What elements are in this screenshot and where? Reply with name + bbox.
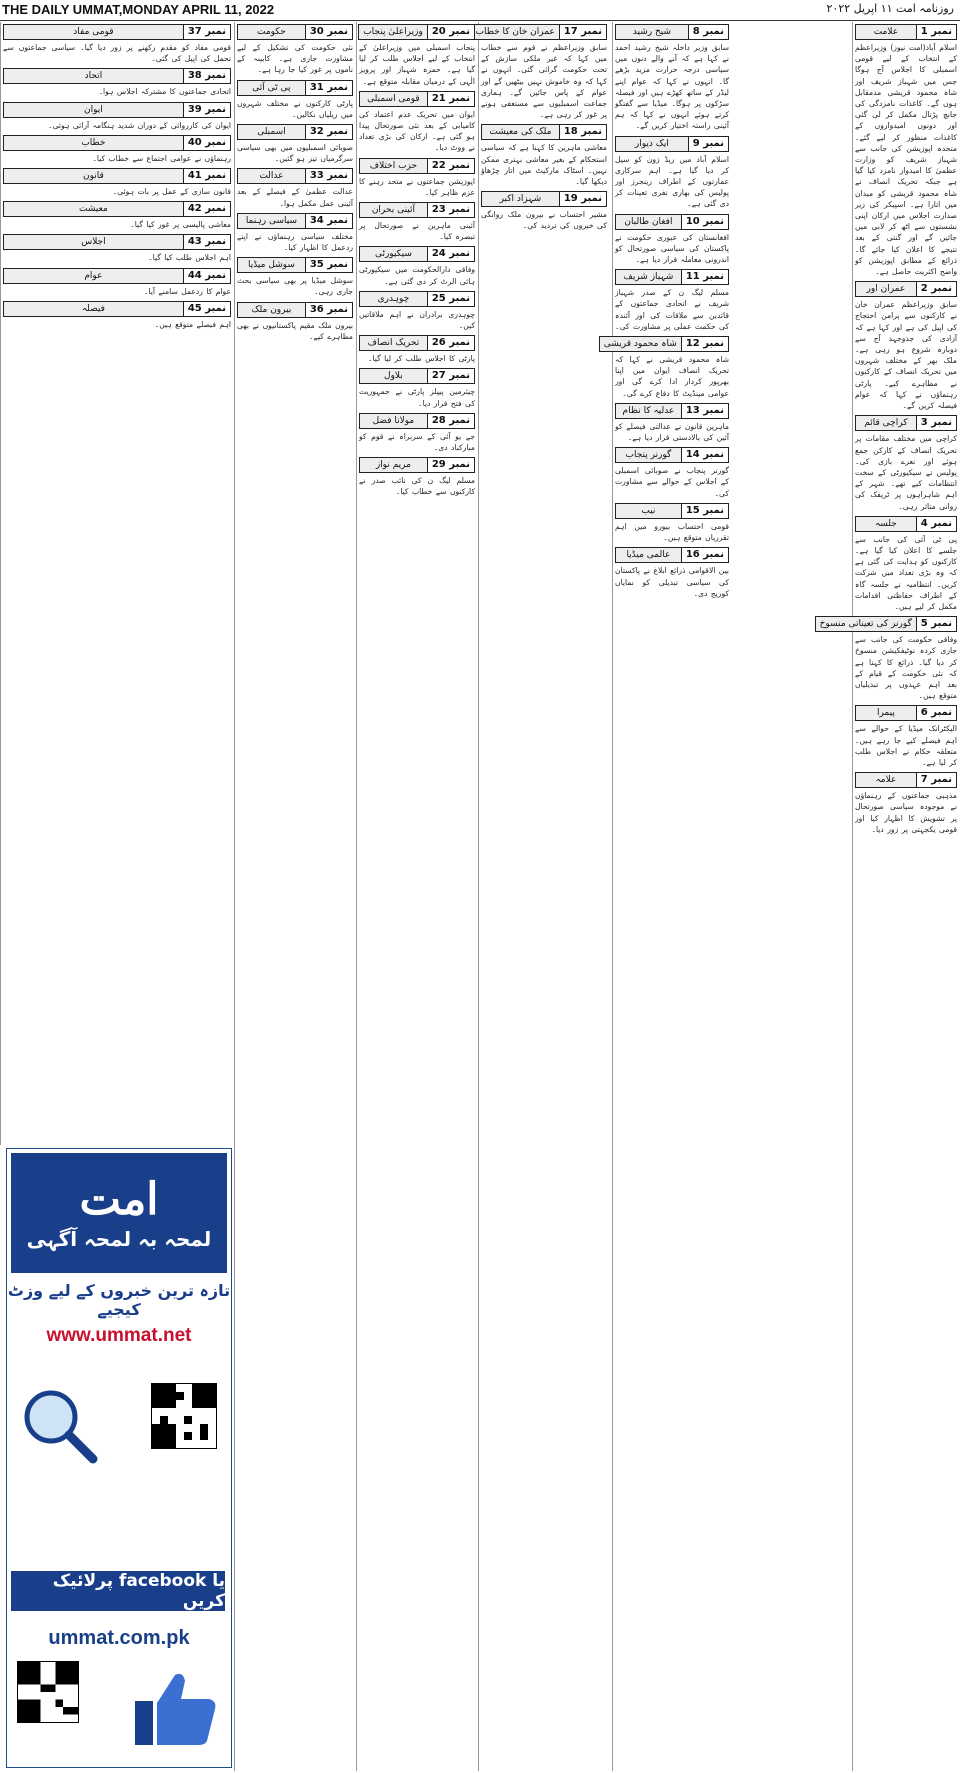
section-title: مریم نواز xyxy=(359,457,427,473)
section-body: بین الاقوامی ذرائع ابلاغ نے پاکستان کی سیاسی تبدیلی کو نمایاں کوریج دی۔ xyxy=(615,566,729,598)
section-body: الیکٹرانک میڈیا کے حوالے سے اہم فیصلے کیے جا رہے ہیں۔ متعلقہ حکام نے اجلاس طلب کر لیا ہے۔ xyxy=(855,724,957,767)
news-section xyxy=(3,168,231,197)
section-number: نمبر 36 xyxy=(305,302,353,318)
section-number: نمبر 21 xyxy=(427,91,475,107)
section-title: عمران اور xyxy=(855,281,916,297)
ad-logo: امت xyxy=(79,1174,159,1225)
ad-logo-box xyxy=(11,1153,227,1273)
section-header xyxy=(615,24,729,40)
section-number: نمبر 12 xyxy=(681,336,729,352)
section-title: شیخ رشید xyxy=(615,24,688,40)
section-body: پنجاب اسمبلی میں وزیراعلیٰ کے انتخاب کے لیے اجلاس طلب کر لیا گیا ہے۔ حمزہ شہباز اور پرویز الٰہی کے درمیان مقابلہ متوقع ہے۔ xyxy=(359,43,475,86)
section-title: قومی مفاد xyxy=(3,24,183,40)
news-section xyxy=(855,772,957,835)
section-number: نمبر 13 xyxy=(681,403,729,419)
section-header xyxy=(3,201,231,217)
section-title: تحریک انصاف xyxy=(359,335,427,351)
section-body: صوبائی اسمبلیوں میں بھی سیاسی سرگرمیاں تیز ہو گئیں۔ xyxy=(237,143,353,164)
news-section xyxy=(603,336,729,399)
section-body: سابق وزیراعظم نے قوم سے خطاب میں کہا کہ غیر ملکی سازش کے تحت حکومت گرائی گئی۔ انہوں نے کہا کہ وہ خاموش نہیں بیٹھیں گے اور عوام کے پاس جائیں گے۔ ہماری جماعت اسمبلیوں سے مستعفی ہونے پر غور کر رہی ہے۔ xyxy=(481,43,607,120)
section-header xyxy=(615,547,729,563)
section-header xyxy=(359,291,475,307)
section-body: ایوان میں تحریک عدم اعتماد کی کامیابی کے بعد نئی صورتحال پیدا ہو گئی ہے۔ ارکان کی بڑی تعداد نے ووٹ دیا۔ xyxy=(359,109,475,153)
section-header xyxy=(359,202,475,218)
news-section xyxy=(3,135,231,164)
section-body: قومی مفاد کو مقدم رکھنے پر زور دیا گیا۔ سیاسی جماعتوں سے تحمل کی اپیل کی گئی۔ xyxy=(3,43,231,64)
news-section xyxy=(359,368,475,408)
section-header xyxy=(237,213,353,229)
section-number: نمبر 31 xyxy=(305,80,353,96)
section-number: نمبر 5 xyxy=(916,616,957,632)
section-number: نمبر 17 xyxy=(559,24,607,40)
section-number: نمبر 24 xyxy=(427,246,475,262)
section-title: عدالت xyxy=(237,168,305,184)
section-number: نمبر 1 xyxy=(916,24,957,40)
news-section xyxy=(237,80,353,120)
news-section xyxy=(3,102,231,131)
section-body: نئی حکومت کی تشکیل کے لیے مشاورت جاری ہے۔ کابینہ کے ناموں پر غور کیا جا رہا ہے۔ xyxy=(237,43,353,75)
section-header xyxy=(615,214,729,230)
section-body: قانون سازی کے عمل پر بات ہوئی۔ xyxy=(112,187,231,197)
news-section xyxy=(359,291,475,331)
section-body: پارٹی کارکنوں نے مختلف شہروں میں ریلیاں نکالیں۔ xyxy=(237,98,353,119)
section-title: گورنر کی تعیناتی منسوخ xyxy=(815,616,916,632)
section-title: حزب اختلاف xyxy=(359,158,427,174)
section-body: سابق وزیراعظم عمران خان نے کارکنوں سے پرامن احتجاج کی اپیل کی ہے اور کہا ہے کہ آزادی کی جدوجہد آج سے دوبارہ شروع ہو رہی ہے۔ ملک بھر کے مختلف شہروں میں تحریک انصاف کے کارکنوں نے مظاہرے کیے۔ پارٹی رہنماؤں نے کہا کہ عوام فیصلہ کریں گے۔ xyxy=(855,300,957,411)
facebook-like-banner[interactable]: یا facebook پرلائیک کریں xyxy=(11,1571,225,1611)
section-title: سوشل میڈیا xyxy=(237,257,305,273)
news-section xyxy=(819,616,957,701)
section-body: معاشی ماہرین کا کہنا ہے کہ سیاسی استحکام کے بغیر معاشی بہتری ممکن نہیں۔ اسٹاک مارکیٹ میں اتار چڑھاؤ دیکھا گیا۔ xyxy=(481,143,607,187)
news-section xyxy=(3,68,231,97)
section-number: نمبر 19 xyxy=(559,191,607,207)
section-header xyxy=(855,705,957,721)
news-section xyxy=(359,202,475,242)
section-title: شہباز شریف xyxy=(615,269,681,285)
section-number: نمبر 38 xyxy=(183,68,231,84)
section-number: نمبر 42 xyxy=(183,201,231,217)
section-body: اسلام آباد میں ریڈ زون کو سیل کر دیا گیا ہے۔ اہم سرکاری عمارتوں کے اطراف رینجرز اور پولیس کی بھاری نفری تعینات کر دی گئی ہے۔ xyxy=(615,154,729,209)
section-number: نمبر 15 xyxy=(681,503,729,519)
section-header xyxy=(615,403,729,419)
section-body: قومی احتساب بیورو میں اہم تقرریاں متوقع ہیں۔ xyxy=(615,521,729,543)
news-section xyxy=(615,503,729,543)
news-section xyxy=(3,234,231,263)
section-title: مولانا فضل xyxy=(359,413,427,429)
news-section xyxy=(855,516,957,612)
section-body: جے یو آئی کے سربراہ نے قوم کو مبارکباد دی۔ xyxy=(359,431,475,453)
section-header xyxy=(237,168,353,184)
news-column xyxy=(356,22,477,1771)
section-title: علامت xyxy=(855,24,916,40)
section-body: پی ٹی آئی کی جانب سے جلسے کا اعلان کیا گیا ہے۔ کارکنوں کو ہدایت کی گئی ہے کہ وہ بڑی تعداد میں شرکت کریں۔ انتظامیہ نے جلسہ گاہ کے اطراف حفاظتی اقدامات مکمل کر لیے ہیں۔ xyxy=(855,534,957,611)
section-header xyxy=(359,457,475,473)
news-section xyxy=(359,246,475,286)
section-body: اہم اجلاس طلب کیا گیا۔ xyxy=(148,253,231,263)
section-number: نمبر 8 xyxy=(688,24,729,40)
news-column xyxy=(603,22,731,1771)
masthead-english: THE DAILY UMMAT,MONDAY APRIL 11, 2022 xyxy=(2,2,275,17)
section-number: نمبر 10 xyxy=(681,214,729,230)
section-number: نمبر 34 xyxy=(305,213,353,229)
news-column xyxy=(475,22,609,1771)
section-body: رہنماؤں نے عوامی اجتماع سے خطاب کیا۔ xyxy=(92,153,231,163)
section-header xyxy=(819,616,957,632)
section-body: پارٹی کا اجلاس طلب کر لیا گیا۔ xyxy=(368,354,475,364)
news-section xyxy=(855,281,957,411)
section-title: معیشت xyxy=(3,201,183,217)
section-body: مسلم لیگ ن کے صدر شہباز شریف نے اتحادی جماعتوں کے قائدین سے ملاقات کی اور آئندہ کی حکمت عملی پر مشاورت کی۔ xyxy=(615,288,729,331)
section-body: اہم فیصلے متوقع ہیں۔ xyxy=(154,319,231,329)
section-number: نمبر 37 xyxy=(183,24,231,40)
section-body: اسلام آباد(امت نیوز) وزیراعظم کے انتخاب کے لیے قومی اسمبلی کا اجلاس آج ہوگا جس میں شہباز شریف اور شاہ محمود قریشی مدمقابل ہوں گے۔ کاغذات نامزدگی کی جانچ پڑتال مکمل کر لی گئی اور دونوں امیدواروں کے کاغذات منظور کر لیے گئے۔ متحدہ اپوزیشن کی جانب سے شہباز شریف کو وزارت عظمیٰ کا امیدوار نامزد کیا گیا ہے جبکہ تحریک انصاف نے شاہ محمود قریشی کو میدان میں اتارا ہے۔ اسپیکر کی زیر صدارت اجلاس میں ارکان اپنی نشستوں سے اٹھ کر لابی میں جائیں گے اور گنتی کے بعد نتیجے کا اعلان کیا جائے گا۔ ذرائع کے مطابق اپوزیشن کو واضح اکثریت حاصل ہے۔ xyxy=(855,43,957,277)
news-section xyxy=(237,24,353,76)
section-body: وفاقی دارالحکومت میں سیکیورٹی ہائی الرٹ کر دی گئی ہے۔ xyxy=(359,265,475,286)
section-number: نمبر 40 xyxy=(183,135,231,151)
section-body: چوہدری برادران نے اہم ملاقاتیں کیں۔ xyxy=(359,309,475,331)
news-column xyxy=(0,22,233,1145)
section-header xyxy=(359,335,475,351)
section-number: نمبر 7 xyxy=(916,772,957,788)
section-number: نمبر 6 xyxy=(916,705,957,721)
section-title: شہزاد اکبر xyxy=(481,191,559,207)
news-section xyxy=(475,24,607,120)
section-header xyxy=(359,246,475,262)
section-body: سابق وزیر داخلہ شیخ رشید احمد نے کہا ہے کہ آنے والے دنوں میں سیاسی درجہ حرارت مزید بڑھے گا۔ انہوں نے کہا کہ عوام اپنے لیڈر کے ساتھ کھڑے ہیں اور فیصلہ سڑکوں پر ہوگا۔ میڈیا سے گفتگو کرتے ہوئے انہوں نے کہا کہ ہم آئینی راستہ اختیار کریں گے۔ xyxy=(615,43,729,131)
section-header xyxy=(359,368,475,384)
news-section xyxy=(481,191,607,231)
qr-code-icon xyxy=(151,1383,217,1449)
section-body: آئینی ماہرین نے صورتحال پر تبصرہ کیا۔ xyxy=(359,221,475,242)
masthead xyxy=(0,0,960,21)
section-header xyxy=(3,168,231,184)
section-title: افغان طالبان xyxy=(615,214,681,230)
section-title: وزیراعلیٰ پنجاب xyxy=(358,24,427,40)
ad-tagline: تازہ ترین خبروں کے لیے وزٹ کیجیے xyxy=(7,1281,231,1319)
section-body: افغانستان کی عبوری حکومت نے پاکستان کی سیاسی صورتحال کو اندرونی معاملہ قرار دیا ہے۔ xyxy=(615,232,729,265)
section-header xyxy=(615,269,729,285)
section-title: عوام xyxy=(3,268,183,284)
section-number: نمبر 11 xyxy=(681,269,729,285)
section-header xyxy=(359,24,475,40)
section-number: نمبر 25 xyxy=(427,291,475,307)
section-title: ملک کی معیشت xyxy=(481,124,559,140)
section-number: نمبر 14 xyxy=(681,447,729,463)
news-section xyxy=(359,91,475,154)
news-section xyxy=(359,335,475,364)
section-number: نمبر 27 xyxy=(427,368,475,384)
section-header xyxy=(3,301,231,317)
news-section xyxy=(3,201,231,230)
section-title: شاہ محمود قریشی xyxy=(599,336,681,352)
section-number: نمبر 23 xyxy=(427,202,475,218)
section-body: ایوان کی کارروائی کے دوران شدید ہنگامہ آرائی ہوئی۔ xyxy=(48,120,231,130)
section-header xyxy=(237,124,353,140)
section-header xyxy=(615,136,729,152)
section-body: عدالت عظمیٰ کے فیصلے کے بعد آئینی عمل مکمل ہوا۔ xyxy=(237,187,353,208)
section-header xyxy=(359,91,475,107)
section-body: سوشل میڈیا پر بھی سیاسی بحث جاری رہی۔ xyxy=(237,276,353,297)
section-body: مسلم لیگ ن کی نائب صدر نے کارکنوں سے خطاب کیا۔ xyxy=(359,476,475,497)
section-body: چیئرمین پیپلز پارٹی نے جمہوریت کی فتح قرار دیا۔ xyxy=(359,387,475,408)
section-header xyxy=(855,281,957,297)
section-number: نمبر 3 xyxy=(916,415,957,431)
section-title: کراچی قائم xyxy=(855,415,916,431)
section-body: اتحادی جماعتوں کا مشترکہ اجلاس ہوا۔ xyxy=(98,87,231,97)
news-section xyxy=(615,447,729,499)
news-column xyxy=(819,22,959,1771)
section-number: نمبر 20 xyxy=(427,24,475,40)
section-body: مشیر احتساب نے بیرون ملک روانگی کی خبروں کی تردید کی۔ xyxy=(481,210,607,231)
section-title: ایک دیوار xyxy=(615,136,688,152)
section-title: اتحاد xyxy=(3,68,183,84)
section-number: نمبر 9 xyxy=(688,136,729,152)
section-title: پی ٹی آئی xyxy=(237,80,305,96)
section-title: علامہ xyxy=(855,772,916,788)
section-number: نمبر 33 xyxy=(305,168,353,184)
section-header xyxy=(3,268,231,284)
section-header xyxy=(855,516,957,532)
section-header xyxy=(359,158,475,174)
section-title: خطاب xyxy=(3,135,183,151)
section-header xyxy=(3,135,231,151)
section-title: قانون xyxy=(3,168,183,184)
section-body: عوام کا ردعمل سامنے آیا۔ xyxy=(143,286,231,296)
ad-url[interactable]: www.ummat.net xyxy=(46,1325,192,1346)
section-title: جلسہ xyxy=(855,516,916,532)
section-header xyxy=(3,24,231,40)
section-body: اپوزیشن جماعتوں نے متحد رہنے کا عزم ظاہر کیا۔ xyxy=(359,176,475,197)
section-number: نمبر 30 xyxy=(305,24,353,40)
news-section xyxy=(237,213,353,253)
section-header xyxy=(237,80,353,96)
section-header xyxy=(237,257,353,273)
section-body: معاشی پالیسی پر غور کیا گیا۔ xyxy=(130,220,231,230)
section-number: نمبر 45 xyxy=(183,301,231,317)
section-number: نمبر 2 xyxy=(916,281,957,297)
news-section xyxy=(237,257,353,297)
section-header xyxy=(615,447,729,463)
section-number: نمبر 28 xyxy=(427,413,475,429)
news-section xyxy=(3,301,231,330)
section-number: نمبر 32 xyxy=(305,124,353,140)
section-title: بیرون ملک xyxy=(237,302,305,318)
news-section xyxy=(615,24,729,132)
section-title: چوہدری xyxy=(359,291,427,307)
section-title: عدلیہ کا نظام xyxy=(615,403,681,419)
qr-code-icon xyxy=(17,1661,79,1723)
section-header xyxy=(359,413,475,429)
section-body: ماہرین قانون نے عدالتی فیصلے کو آئین کی بالادستی قرار دیا ہے۔ xyxy=(615,421,729,443)
section-title: فیصلہ xyxy=(3,301,183,317)
news-section xyxy=(237,168,353,208)
section-header xyxy=(855,415,957,431)
section-body: وفاقی حکومت کی جانب سے جاری کردہ نوٹیفکیشن منسوخ کر دیا گیا۔ ذرائع کا کہنا ہے کہ نئی حکومت کے قیام کے بعد اہم عہدوں پر تبدیلیاں متوقع ہیں۔ xyxy=(855,635,957,701)
section-title: ایوان xyxy=(3,102,183,118)
news-section xyxy=(359,413,475,453)
section-header xyxy=(855,24,957,40)
section-header xyxy=(481,191,607,207)
section-title: گورنر پنجاب xyxy=(615,447,681,463)
thumbs-up-icon xyxy=(127,1659,223,1755)
ad-logo-sub: لمحہ بہ لمحہ آگہی xyxy=(26,1227,212,1251)
section-number: نمبر 39 xyxy=(183,102,231,118)
section-title: سیکیورٹی xyxy=(359,246,427,262)
section-title: آئینی بحران xyxy=(359,202,427,218)
section-header xyxy=(237,302,353,318)
section-number: نمبر 41 xyxy=(183,168,231,184)
news-section xyxy=(855,705,957,768)
section-title: قومی اسمبلی xyxy=(359,91,427,107)
news-section xyxy=(615,214,729,266)
section-title: اسمبلی xyxy=(237,124,305,140)
section-number: نمبر 26 xyxy=(427,335,475,351)
section-number: نمبر 4 xyxy=(916,516,957,532)
section-number: نمبر 35 xyxy=(305,257,353,273)
section-number: نمبر 43 xyxy=(183,234,231,250)
section-header xyxy=(3,102,231,118)
section-title: پیمرا xyxy=(855,705,916,721)
section-title: عمران خان کا خطاب xyxy=(470,24,558,40)
section-header xyxy=(3,68,231,84)
section-title: عالمی میڈیا xyxy=(615,547,681,563)
news-section xyxy=(615,269,729,332)
section-title: اجلاس xyxy=(3,234,183,250)
section-title: سیاسی رہنما xyxy=(237,213,305,229)
ummat-advertisement[interactable] xyxy=(6,1148,232,1768)
news-section xyxy=(615,547,729,599)
section-number: نمبر 22 xyxy=(427,158,475,174)
section-header xyxy=(237,24,353,40)
section-header xyxy=(481,124,607,140)
news-section xyxy=(237,302,353,342)
ad-site-url[interactable]: ummat.com.pk xyxy=(48,1627,190,1649)
news-column xyxy=(234,22,355,1771)
news-section xyxy=(3,268,231,297)
news-section xyxy=(855,24,957,277)
section-header xyxy=(855,772,957,788)
section-title: حکومت xyxy=(237,24,305,40)
news-section xyxy=(359,24,475,87)
section-header xyxy=(603,336,729,352)
section-number: نمبر 44 xyxy=(183,268,231,284)
section-body: بیرون ملک مقیم پاکستانیوں نے بھی مظاہرے کیے۔ xyxy=(237,320,353,341)
section-body: مذہبی جماعتوں کے رہنماؤں نے موجودہ سیاسی صورتحال پر تشویش کا اظہار کیا اور قومی یکجہتی پر زور دیا۔ xyxy=(855,791,957,834)
section-header xyxy=(615,503,729,519)
section-number: نمبر 29 xyxy=(427,457,475,473)
section-number: نمبر 18 xyxy=(559,124,607,140)
news-section xyxy=(359,457,475,497)
news-section xyxy=(615,403,729,443)
section-header xyxy=(475,24,607,40)
section-title: بلاول xyxy=(359,368,427,384)
news-section xyxy=(855,415,957,511)
news-section xyxy=(237,124,353,164)
section-title: نیب xyxy=(615,503,681,519)
magnifier-icon xyxy=(17,1383,99,1465)
section-body: گورنر پنجاب نے صوبائی اسمبلی کے اجلاس کے حوالے سے مشاورت کی۔ xyxy=(615,466,729,498)
section-number: نمبر 16 xyxy=(681,547,729,563)
masthead-urdu: روزنامہ امت ۱۱ اپریل ۲۰۲۲ xyxy=(826,2,954,15)
section-body: مختلف سیاسی رہنماؤں نے اپنے ردعمل کا اظہار کیا۔ xyxy=(237,231,353,253)
news-section xyxy=(3,24,231,64)
section-header xyxy=(3,234,231,250)
news-section xyxy=(481,124,607,187)
news-section xyxy=(615,136,729,210)
news-section xyxy=(359,158,475,198)
section-body: کراچی میں مختلف مقامات پر تحریک انصاف کے کارکن جمع ہوئے اور نعرے بازی کی۔ پولیس نے سیکیورٹی کے سخت انتظامات کیے تھے۔ شہر کے اہم شاہراہوں پر ٹریفک کی روانی متاثر رہی۔ xyxy=(855,434,957,511)
section-body: شاہ محمود قریشی نے کہا کہ تحریک انصاف ایوان میں اپنا بھرپور کردار ادا کرے گی اور عوامی مینڈیٹ کا دفاع کرے گی۔ xyxy=(615,355,729,398)
